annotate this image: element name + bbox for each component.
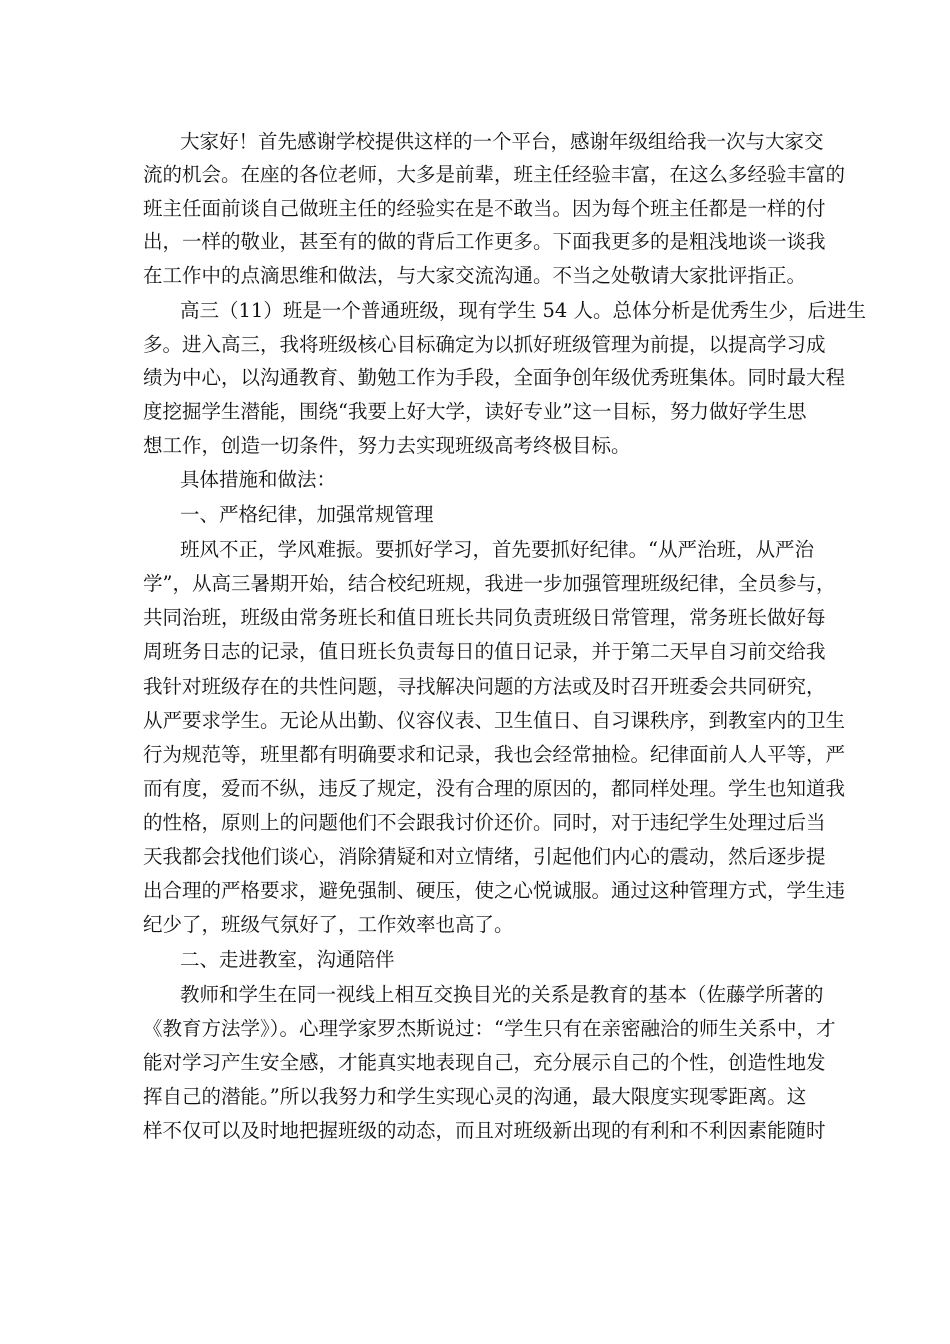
text-line: 周班务日志的记录，值日班长负责每日的值日记录，并于第二天早自习前交给我 <box>143 640 826 663</box>
text-line: 班主任面前谈自己做班主任的经验实在是不敢当。因为每个班主任都是一样的付 <box>143 197 826 220</box>
section-heading: 二、走进教室，沟通陪伴 <box>180 948 395 971</box>
text-line: 大家好！首先感谢学校提供这样的一个平台，感谢年级组给我一次与大家交 <box>180 130 824 153</box>
text-line: 流的机会。在座的各位老师，大多是前辈，班主任经验丰富，在这么多经验丰富的 <box>143 163 846 186</box>
text-line: 在工作中的点滴思维和做法，与大家交流沟通。不当之处敬请大家批评指正。 <box>143 264 807 287</box>
text-line: 行为规范等，班里都有明确要求和记录，我也会经常抽检。纪律面前人人平等，严 <box>143 743 846 766</box>
text-line: 能对学习产生安全感，才能真实地表现自己，充分展示自己的个性，创造性地发 <box>143 1051 826 1074</box>
text-line: 我针对班级存在的共性问题，寻找解决问题的方法或及时召开班委会共同研究， <box>143 675 826 698</box>
text-line: 共同治班，班级由常务班长和值日班长共同负责班级日常管理，常务班长做好每 <box>143 606 826 629</box>
section-intro: 具体措施和做法： <box>180 468 337 491</box>
text-line: 纪少了，班级气氛好了，工作效率也高了。 <box>143 913 514 936</box>
section-heading: 一、严格纪律，加强常规管理 <box>180 503 434 526</box>
text-line: 想工作，创造一切条件，努力去实现班级高考终极目标。 <box>143 434 631 457</box>
text-line: 出合理的严格要求，避免强制、硬压，使之心悦诚服。通过这种管理方式，学生违 <box>143 879 846 902</box>
text-line: 而有度，爱而不纵，违反了规定，没有合理的原因的，都同样处理。学生也知道我 <box>143 777 846 800</box>
text-line: 挥自己的潜能。”所以我努力和学生实现心灵的沟通，最大限度实现零距离。这 <box>143 1085 807 1108</box>
text-line: 多。进入高三，我将班级核心目标确定为以抓好班级管理为前提，以提高学习成 <box>143 333 826 356</box>
text-line: 班风不正，学风难振。要抓好学习，首先要抓好纪律。“从严治班，从严治 <box>180 538 814 561</box>
text-line: 度挖掘学生潜能，围绕“我要上好大学，读好专业”这一目标，努力做好学生思 <box>143 400 807 423</box>
text-line: 高三（11）班是一个普通班级，现有学生 54 人。总体分析是优秀生少，后进生 <box>180 299 867 322</box>
text-line: 的性格，原则上的问题他们不会跟我讨价还价。同时，对于违纪学生处理过后当 <box>143 811 826 834</box>
text-line: 教师和学生在同一视线上相互交换目光的关系是教育的基本（佐藤学所著的 <box>180 983 824 1006</box>
text-line: 天我都会找他们谈心，消除猜疑和对立情绪，引起他们内心的震动，然后逐步提 <box>143 845 826 868</box>
text-line: 绩为中心，以沟通教育、勤勉工作为手段，全面争创年级优秀班集体。同时最大程 <box>143 366 846 389</box>
text-line: 样不仅可以及时地把握班级的动态，而且对班级新出现的有利和不利因素能随时 <box>143 1119 826 1142</box>
text-line: 学”，从高三暑期开始，结合校纪班规，我进一步加强管理班级纪律，全员参与， <box>143 572 836 595</box>
text-line: 从严要求学生。无论从出勤、仪容仪表、卫生值日、自习课秩序，到教室内的卫生 <box>143 709 846 732</box>
text-line: 出，一样的敬业，甚至有的做的背后工作更多。下面我更多的是粗浅地谈一谈我 <box>143 230 826 253</box>
text-line: 《教育方法学》）。心理学家罗杰斯说过：“学生只有在亲密融洽的师生关系中，才 <box>143 1017 836 1040</box>
